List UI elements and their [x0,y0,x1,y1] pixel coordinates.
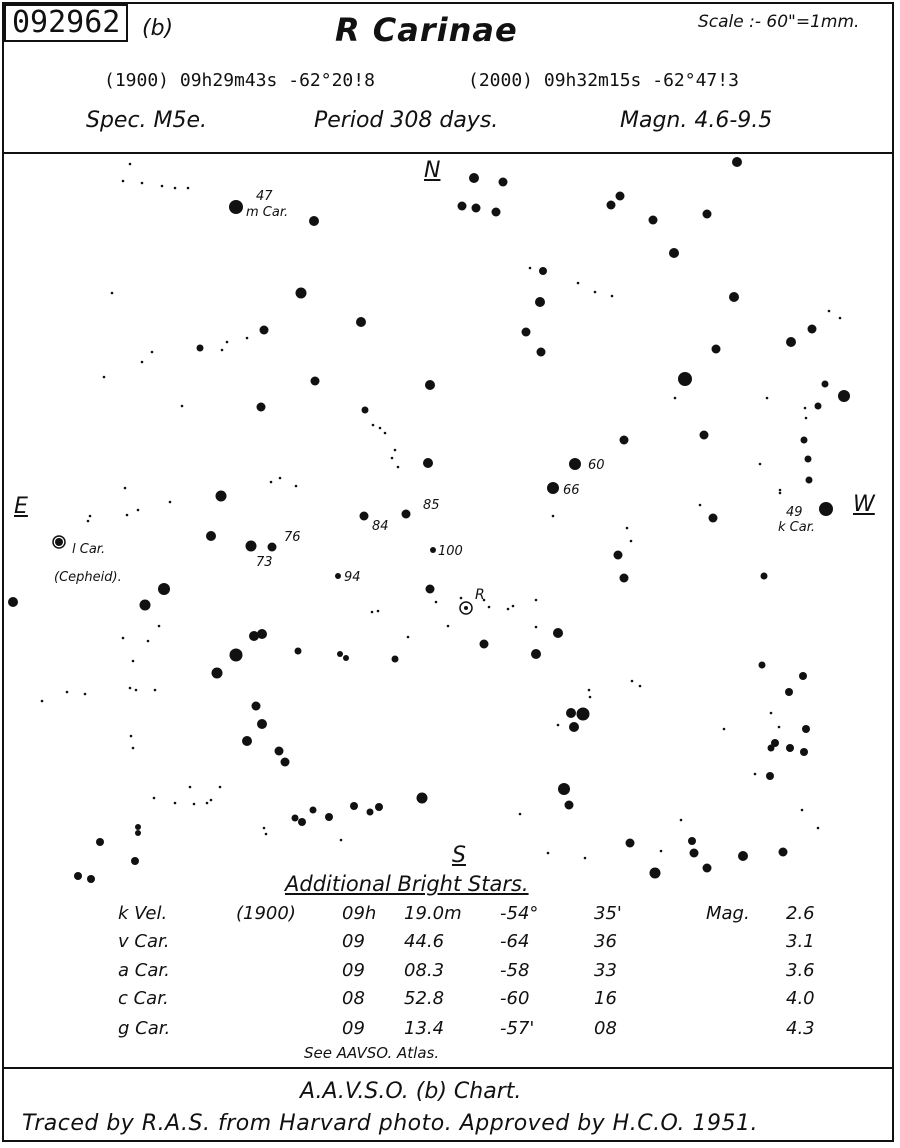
star [360,512,369,521]
star [135,824,141,830]
comp-76: 76 [284,530,301,545]
star [558,783,570,795]
faint-star [124,487,127,490]
faint-star [66,691,69,694]
star [616,192,625,201]
star [838,390,850,402]
faint-star [626,527,629,530]
comp-66: 66 [563,483,580,498]
star [703,864,712,873]
faint-star [141,361,144,364]
faint-star [151,351,154,354]
faint-star [187,187,190,190]
faint-star [805,417,808,420]
star-name: k Vel. [118,903,168,924]
variable-label: R [475,587,485,603]
star [766,772,774,780]
star [531,649,541,659]
faint-star [507,608,510,611]
star [292,815,299,822]
east-label: E [14,494,28,519]
star [614,551,623,560]
faint-star [210,799,213,802]
ra-minutes: 13.4 [404,1018,445,1039]
star [268,543,277,552]
faint-star [219,786,222,789]
faint-star [129,163,132,166]
star-47-number: 47 [256,189,273,204]
faint-star [397,466,400,469]
faint-star [132,747,135,750]
faint-star [129,687,132,690]
atlas-note: See AAVSO. Atlas. [304,1044,440,1062]
star [738,851,748,861]
star [700,431,709,440]
faint-star [766,397,769,400]
faint-star [130,735,133,738]
l-car-marker-dot [55,538,63,546]
star [392,656,399,663]
comp-73: 73 [256,555,273,570]
comp-85: 85 [423,498,440,513]
star [335,573,341,579]
faint-star [181,405,184,408]
footer-credits: Traced by R.A.S. from Harvard photo. Approved by H.C.O. 1951. [22,1111,758,1136]
dec-degrees: -54° [500,903,539,924]
south-label: S [452,843,466,868]
comp-94: 94 [344,570,361,585]
star [569,722,579,732]
faint-star [147,640,150,643]
faint-star [154,689,157,692]
star [800,748,808,756]
faint-star [529,267,532,270]
star [786,744,794,752]
faint-star [589,696,592,699]
ra-minutes: 19.0m [404,903,462,924]
dec-degrees: -57' [500,1018,535,1039]
star [650,868,661,879]
star [569,458,581,470]
faint-star [193,803,196,806]
faint-star [169,501,172,504]
star [709,514,718,523]
faint-star [817,827,820,830]
star [367,809,374,816]
faint-star [158,625,161,628]
star-name: g Car. [118,1018,171,1039]
faint-star [804,407,807,410]
faint-star [828,310,831,313]
faint-star [84,693,87,696]
star [492,208,501,217]
faint-star [189,786,192,789]
ra-minutes: 08.3 [404,960,445,981]
star [761,573,768,580]
faint-star [295,485,298,488]
faint-star [630,540,633,543]
coord-2000: (2000) 09h32m15s -62°47!3 [468,70,739,91]
star [688,837,696,845]
star [801,437,808,444]
faint-star [407,636,410,639]
star [296,288,307,299]
star-49-name: k Car. [778,520,815,535]
faint-star [778,726,781,729]
ra-minutes: 44.6 [404,931,445,952]
faint-star [577,282,580,285]
faint-star [174,187,177,190]
star [806,477,813,484]
magnitude: 2.6 [786,903,815,924]
star [425,380,435,390]
faint-star [122,180,125,183]
faint-star [391,457,394,460]
star [620,436,629,445]
star [729,292,739,302]
faint-star [221,349,224,352]
star [819,502,833,516]
star [430,547,436,553]
star [216,491,227,502]
dec-minutes: 08 [594,1018,617,1039]
bright-stars-mag-label: Mag. [706,903,750,924]
faint-star [135,689,138,692]
star [786,337,796,347]
faint-star [779,489,782,492]
star [565,801,574,810]
faint-star [89,515,92,518]
star [158,583,170,595]
faint-star [631,680,634,683]
faint-star [371,611,374,614]
faint-star [265,833,268,836]
star [230,649,243,662]
star [799,672,807,680]
comp-100: 100 [438,544,463,559]
chart-type: (b) [142,16,174,41]
star [350,802,358,810]
star [768,745,775,752]
star [252,702,261,711]
faint-star [153,797,156,800]
star [8,597,18,607]
period: Period 308 days. [314,108,499,133]
magnitude-range: Magn. 4.6-9.5 [620,108,773,133]
faint-star [435,601,438,604]
star [539,267,547,275]
faint-star [122,637,125,640]
faint-star [126,514,129,517]
star [96,838,104,846]
faint-star [270,481,273,484]
faint-star [584,857,587,860]
star [260,326,269,335]
star [649,216,658,225]
footer-chart-name: A.A.V.S.O. (b) Chart. [300,1079,522,1104]
faint-star [377,610,380,613]
star [805,456,812,463]
star [375,803,383,811]
faint-star [279,477,282,480]
star [808,325,817,334]
star [802,725,810,733]
star [690,849,699,858]
l-car-note: (Cepheid). [54,570,122,585]
faint-star [680,819,683,822]
comp-60: 60 [588,458,605,473]
star [417,793,428,804]
bright-stars-heading: Additional Bright Stars. [285,872,529,896]
faint-star [779,492,782,495]
west-label: W [853,492,875,517]
chart-scale: Scale :- 60"=1mm. [698,12,860,32]
chart-title: R Carinae [335,11,518,49]
faint-star [394,449,397,452]
star [309,216,319,226]
star [246,541,257,552]
star [669,248,679,258]
faint-star [174,802,177,805]
faint-star [384,432,387,435]
faint-star [801,809,804,812]
comp-84: 84 [372,519,389,534]
star [402,510,411,519]
magnitude: 3.1 [786,931,815,952]
faint-star [111,292,114,295]
faint-star [535,599,538,602]
faint-star [132,660,135,663]
dec-minutes: 35' [594,903,622,924]
faint-star [103,376,106,379]
ra-hours: 09 [342,931,365,952]
star [703,210,712,219]
star [362,407,369,414]
faint-star [206,802,209,805]
faint-star [639,685,642,688]
faint-star [674,397,677,400]
ra-hours: 08 [342,988,365,1009]
star-49-number: 49 [786,505,803,520]
ra-hours: 09h [342,903,377,924]
star-47-name: m Car. [246,205,289,220]
faint-star [611,295,614,298]
star [325,813,333,821]
star [135,830,141,836]
star [480,640,489,649]
faint-star [754,773,757,776]
coord-1900: (1900) 09h29m43s -62°20!8 [104,70,375,91]
star [249,631,259,641]
faint-star [137,509,140,512]
star [337,651,343,657]
star [310,807,317,814]
magnitude: 4.3 [786,1018,815,1039]
faint-star [447,625,450,628]
star [275,747,284,756]
star [537,348,546,357]
faint-star [41,700,44,703]
l-car-name: l Car. [72,542,106,557]
star [822,381,829,388]
faint-star [557,724,560,727]
star [732,157,742,167]
star [257,719,267,729]
magnitude: 3.6 [786,960,815,981]
star [759,662,766,669]
star [311,377,320,386]
faint-star [770,712,773,715]
faint-star [460,597,463,600]
faint-star [552,515,555,518]
star [779,848,788,857]
star [499,178,508,187]
star [206,531,216,541]
star [426,585,435,594]
star [785,688,793,696]
star [212,668,223,679]
dec-degrees: -58 [500,960,530,981]
faint-star [839,317,842,320]
bright-stars-epoch: (1900) [236,903,296,924]
star [577,708,590,721]
faint-star [226,341,229,344]
star [678,372,692,386]
faint-star [547,852,550,855]
star [197,345,204,352]
spectrum: Spec. M5e. [86,108,208,133]
star [281,758,290,767]
star [547,482,559,494]
star [535,297,545,307]
faint-star [594,291,597,294]
faint-star [512,605,515,608]
star [131,857,139,865]
variable-marker-dot [464,606,468,610]
faint-star [488,606,491,609]
star [295,648,302,655]
star [458,202,467,211]
faint-star [379,427,382,430]
faint-star [263,827,266,830]
faint-star [246,337,249,340]
star [140,600,151,611]
faint-star [535,626,538,629]
dec-minutes: 33 [594,960,617,981]
dec-minutes: 16 [594,988,617,1009]
dec-degrees: -60 [500,988,530,1009]
faint-star [161,185,164,188]
ra-hours: 09 [342,1018,365,1039]
dec-degrees: -64 [500,931,530,952]
star [815,403,822,410]
star [522,328,531,337]
star-name: a Car. [118,960,170,981]
faint-star [87,520,90,523]
star [356,317,366,327]
star [298,818,306,826]
faint-star [141,182,144,185]
dec-minutes: 36 [594,931,617,952]
faint-star [759,463,762,466]
star [257,403,266,412]
star [472,204,481,213]
star [620,574,629,583]
star-name: c Car. [118,988,169,1009]
star [343,655,349,661]
faint-star [519,813,522,816]
star [242,736,252,746]
star [74,872,82,880]
faint-star [699,504,702,507]
faint-star [372,424,375,427]
star [607,201,616,210]
star [553,628,563,638]
star [566,708,576,718]
star [626,839,635,848]
faint-star [723,728,726,731]
faint-star [660,850,663,853]
magnitude: 4.0 [786,988,815,1009]
star [712,345,721,354]
star-name: v Car. [118,931,170,952]
ra-minutes: 52.8 [404,988,445,1009]
star [229,200,243,214]
star [87,875,95,883]
star [469,173,479,183]
chart-id: 092962 [4,4,128,42]
ra-hours: 09 [342,960,365,981]
north-label: N [424,158,441,183]
faint-star [588,689,591,692]
faint-star [340,839,343,842]
star [423,458,433,468]
